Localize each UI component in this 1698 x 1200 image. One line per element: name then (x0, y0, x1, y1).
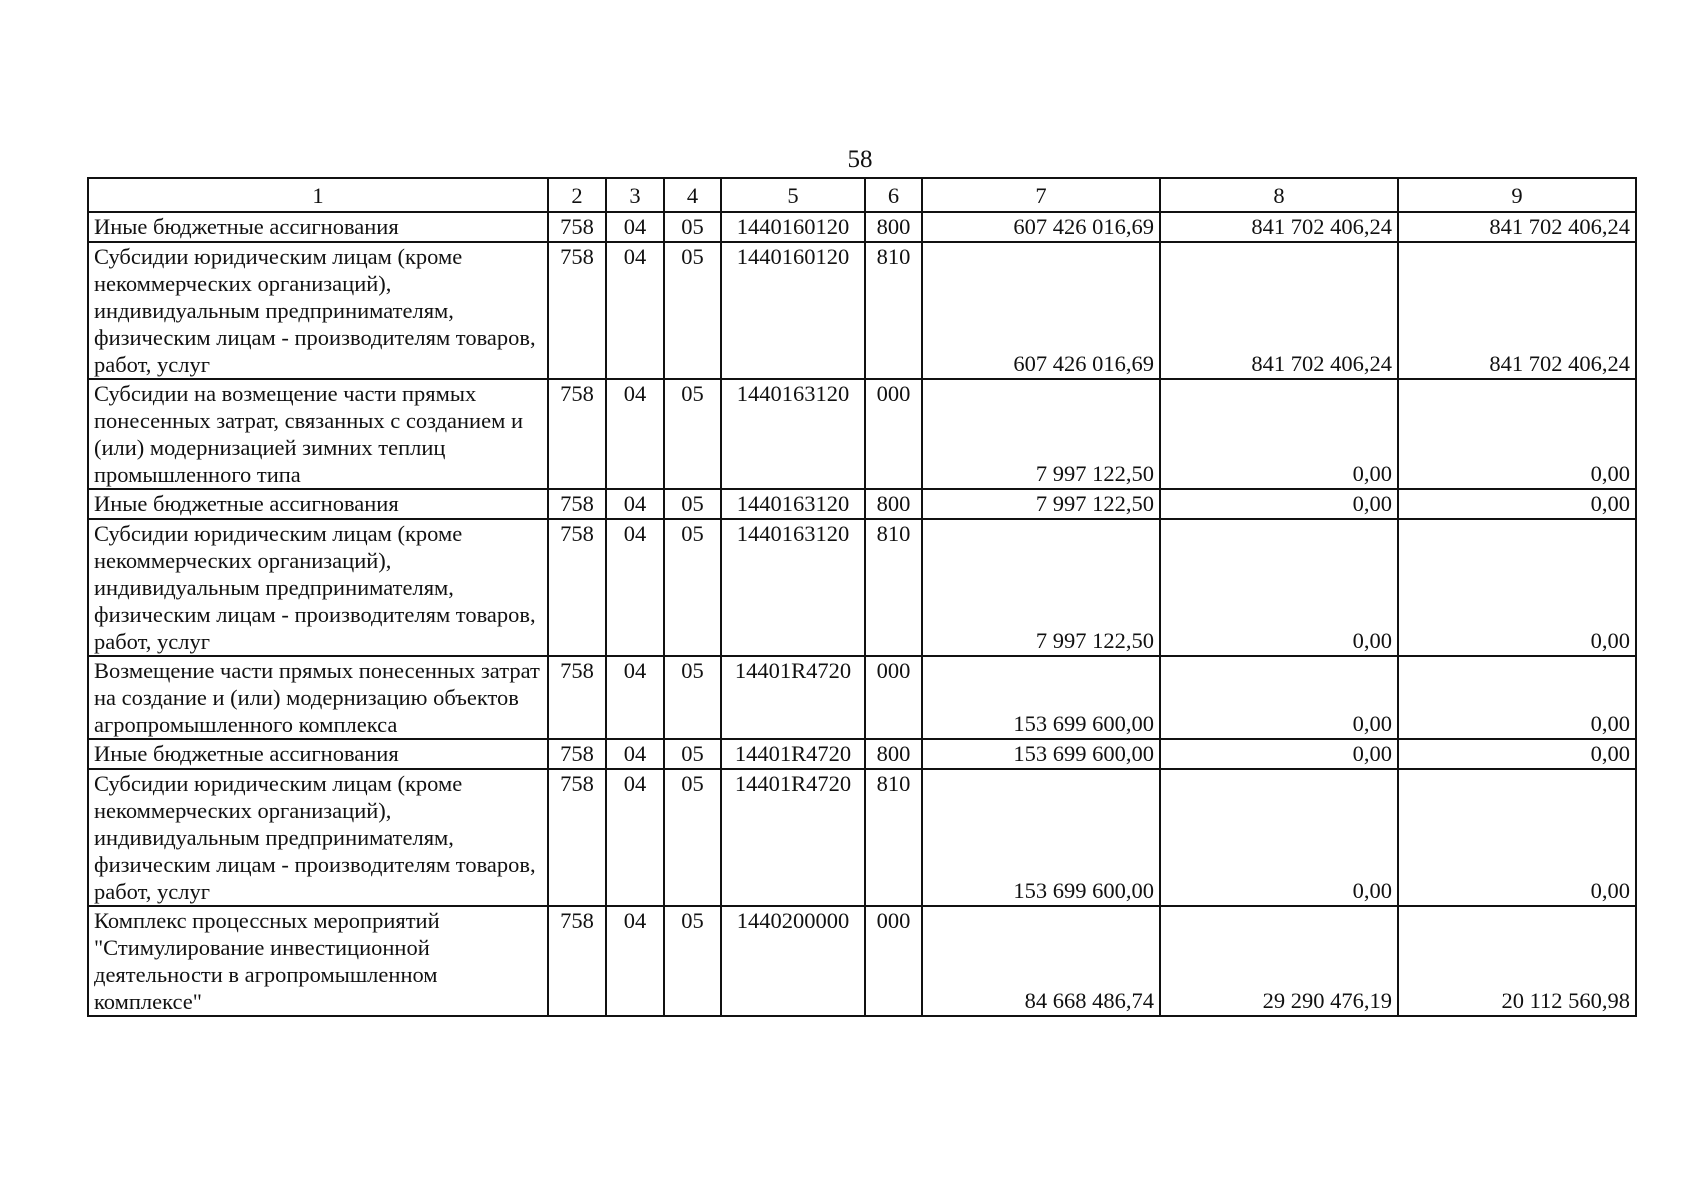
expense-type-code: 000 (865, 379, 922, 489)
subsection-code: 05 (664, 906, 721, 1016)
admin-code: 758 (548, 379, 606, 489)
expense-type-code: 000 (865, 656, 922, 739)
amount-col-8: 841 702 406,24 (1160, 242, 1398, 379)
column-header-5: 5 (721, 178, 865, 212)
amount-col-9: 0,00 (1398, 379, 1636, 489)
section-code: 04 (606, 489, 664, 519)
admin-code: 758 (548, 739, 606, 769)
row-description: Комплекс процессных мероприятий "Стимулирование инвестиционной деятельности в агропромышленном комплексе" (88, 906, 548, 1016)
column-header-6: 6 (865, 178, 922, 212)
column-header-4: 4 (664, 178, 721, 212)
section-code: 04 (606, 656, 664, 739)
table-row (88, 906, 1636, 1016)
amount-col-7: 607 426 016,69 (922, 242, 1160, 379)
row-description: Субсидии на возмещение части прямых понесенных затрат, связанных с созданием и (или) модернизацией зимних теплиц промышленного типа (88, 379, 548, 489)
amount-col-8: 0,00 (1160, 519, 1398, 656)
row-description: Субсидии юридическим лицам (кроме некоммерческих организаций), индивидуальным предпринимателям, физическим лицам - производителям товаров, работ, услуг (88, 769, 548, 906)
target-article-code: 1440163120 (721, 519, 865, 656)
expense-type-code: 800 (865, 212, 922, 242)
table-row (88, 519, 1636, 656)
budget-table (87, 177, 1637, 1017)
subsection-code: 05 (664, 519, 721, 656)
subsection-code: 05 (664, 212, 721, 242)
amount-col-7: 84 668 486,74 (922, 906, 1160, 1016)
section-code: 04 (606, 739, 664, 769)
amount-col-8: 0,00 (1160, 379, 1398, 489)
amount-col-9: 0,00 (1398, 769, 1636, 906)
amount-col-9: 0,00 (1398, 519, 1636, 656)
target-article-code: 14401R4720 (721, 656, 865, 739)
amount-col-7: 153 699 600,00 (922, 769, 1160, 906)
column-header-9: 9 (1398, 178, 1636, 212)
column-header-1: 1 (88, 178, 548, 212)
target-article-code: 14401R4720 (721, 739, 865, 769)
amount-col-7: 7 997 122,50 (922, 489, 1160, 519)
row-description: Субсидии юридическим лицам (кроме некоммерческих организаций), индивидуальным предпринимателям, физическим лицам - производителям товаров, работ, услуг (88, 519, 548, 656)
table-row (88, 242, 1636, 379)
section-code: 04 (606, 519, 664, 656)
table-row (88, 656, 1636, 739)
amount-col-9: 841 702 406,24 (1398, 242, 1636, 379)
amount-col-8: 0,00 (1160, 656, 1398, 739)
subsection-code: 05 (664, 656, 721, 739)
admin-code: 758 (548, 769, 606, 906)
amount-col-7: 7 997 122,50 (922, 519, 1160, 656)
amount-col-7: 153 699 600,00 (922, 656, 1160, 739)
subsection-code: 05 (664, 242, 721, 379)
amount-col-8: 0,00 (1160, 489, 1398, 519)
row-description: Иные бюджетные ассигнования (88, 489, 548, 519)
section-code: 04 (606, 242, 664, 379)
section-code: 04 (606, 379, 664, 489)
column-header-3: 3 (606, 178, 664, 212)
table-row (88, 379, 1636, 489)
table-row (88, 489, 1636, 519)
subsection-code: 05 (664, 739, 721, 769)
row-description: Субсидии юридическим лицам (кроме некоммерческих организаций), индивидуальным предпринимателям, физическим лицам - производителям товаров, работ, услуг (88, 242, 548, 379)
subsection-code: 05 (664, 769, 721, 906)
amount-col-7: 607 426 016,69 (922, 212, 1160, 242)
admin-code: 758 (548, 656, 606, 739)
amount-col-9: 0,00 (1398, 656, 1636, 739)
amount-col-8: 0,00 (1160, 739, 1398, 769)
table-row (88, 212, 1636, 242)
admin-code: 758 (548, 519, 606, 656)
target-article-code: 14401R4720 (721, 769, 865, 906)
section-code: 04 (606, 769, 664, 906)
table-row (88, 769, 1636, 906)
subsection-code: 05 (664, 489, 721, 519)
page-number: 58 (847, 146, 873, 173)
target-article-code: 1440160120 (721, 242, 865, 379)
section-code: 04 (606, 906, 664, 1016)
table-row (88, 739, 1636, 769)
target-article-code: 1440160120 (721, 212, 865, 242)
amount-col-9: 0,00 (1398, 739, 1636, 769)
row-description: Возмещение части прямых понесенных затрат на создание и (или) модернизацию объектов агропромышленного комплекса (88, 656, 548, 739)
section-code: 04 (606, 212, 664, 242)
expense-type-code: 000 (865, 906, 922, 1016)
amount-col-8: 841 702 406,24 (1160, 212, 1398, 242)
expense-type-code: 800 (865, 739, 922, 769)
amount-col-8: 0,00 (1160, 769, 1398, 906)
amount-col-7: 7 997 122,50 (922, 379, 1160, 489)
row-description: Иные бюджетные ассигнования (88, 739, 548, 769)
subsection-code: 05 (664, 379, 721, 489)
table-body (88, 212, 1636, 1016)
expense-type-code: 800 (865, 489, 922, 519)
expense-type-code: 810 (865, 519, 922, 656)
expense-type-code: 810 (865, 769, 922, 906)
target-article-code: 1440163120 (721, 489, 865, 519)
column-header-8: 8 (1160, 178, 1398, 212)
column-header-7: 7 (922, 178, 1160, 212)
target-article-code: 1440200000 (721, 906, 865, 1016)
admin-code: 758 (548, 212, 606, 242)
column-number-row (88, 178, 1636, 212)
column-header-2: 2 (548, 178, 606, 212)
amount-col-7: 153 699 600,00 (922, 739, 1160, 769)
target-article-code: 1440163120 (721, 379, 865, 489)
expense-type-code: 810 (865, 242, 922, 379)
amount-col-8: 29 290 476,19 (1160, 906, 1398, 1016)
amount-col-9: 841 702 406,24 (1398, 212, 1636, 242)
admin-code: 758 (548, 489, 606, 519)
admin-code: 758 (548, 906, 606, 1016)
amount-col-9: 0,00 (1398, 489, 1636, 519)
amount-col-9: 20 112 560,98 (1398, 906, 1636, 1016)
admin-code: 758 (548, 242, 606, 379)
row-description: Иные бюджетные ассигнования (88, 212, 548, 242)
